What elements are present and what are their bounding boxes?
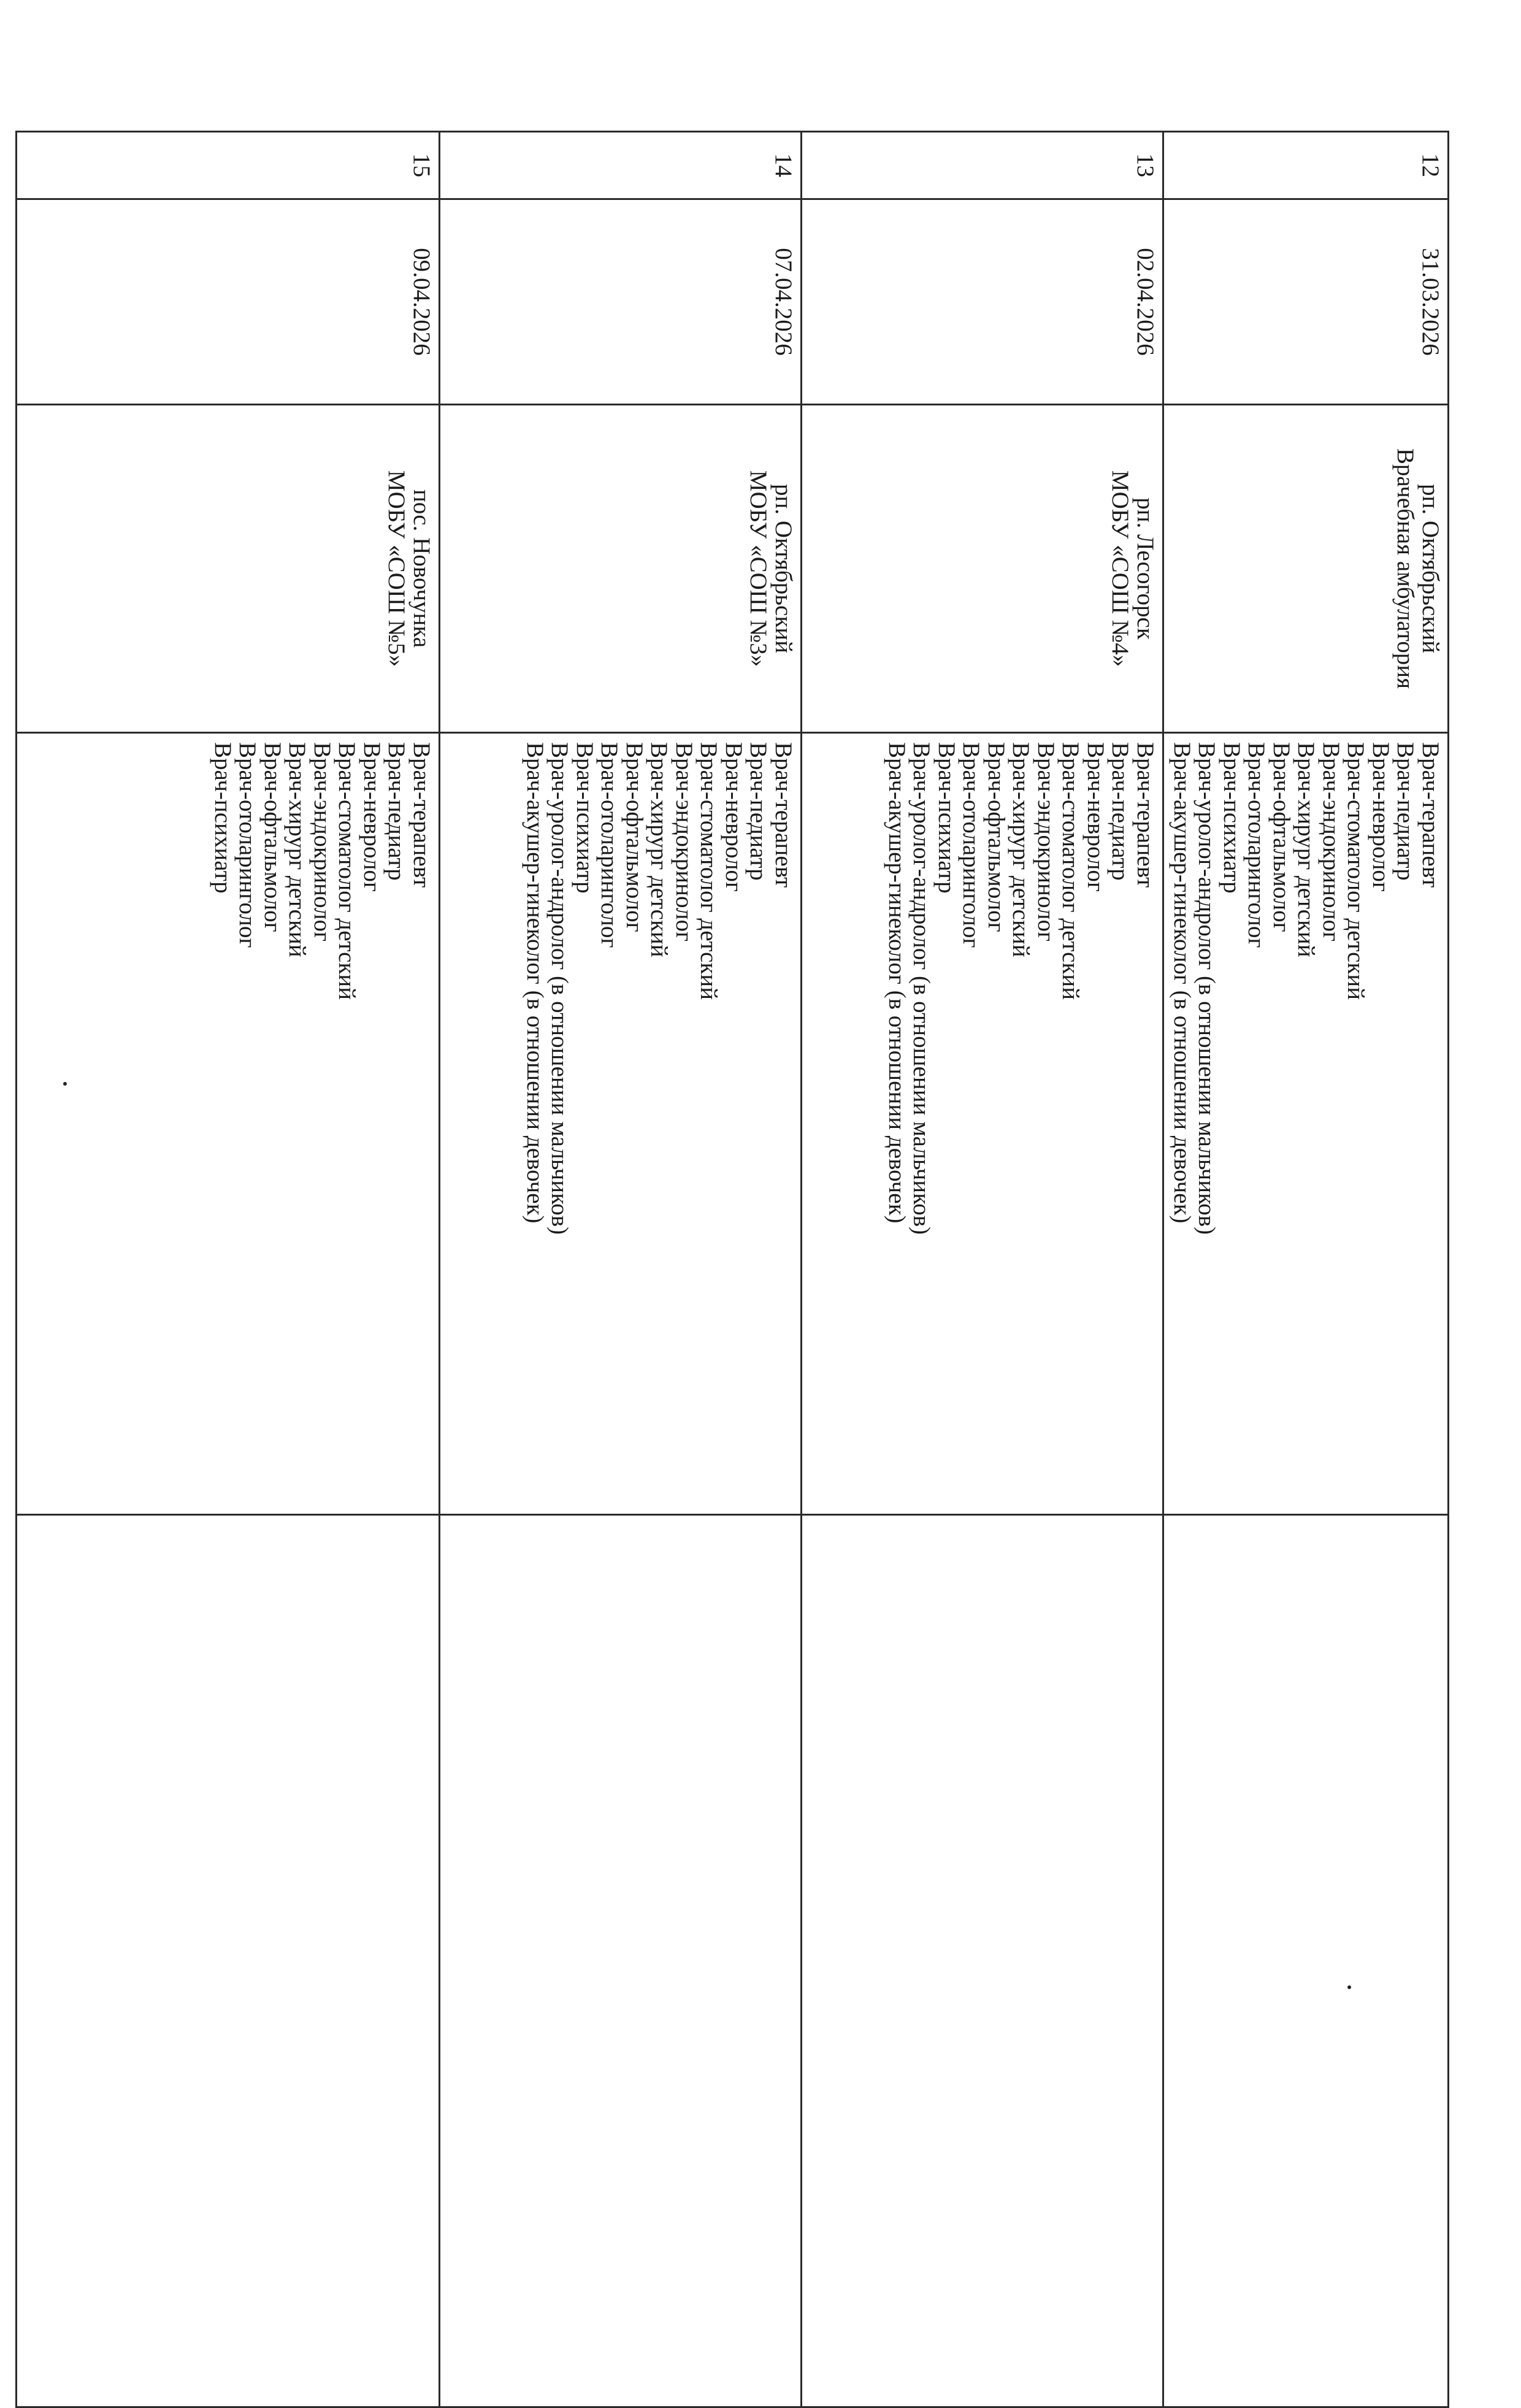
schedule-table-body (16, 132, 1448, 2407)
specialist-item: Врач-офтальмолог (621, 742, 648, 932)
specialist-item: Врач-стоматолог детский (1057, 742, 1084, 1000)
specialist-item: Врач-педиатр (1107, 742, 1134, 881)
place-cell (16, 405, 439, 733)
specialist-item: Врач-терапевт (1132, 742, 1159, 888)
specialist-item: Врач-эндокринолог (670, 742, 697, 941)
specialist-item: Врач-отоларинголог (234, 742, 261, 948)
specialist-item: Врач-акушер-гинеколог (в отношении девочек) (521, 742, 548, 1224)
specialist-item: Врач-педиатр (745, 742, 772, 881)
scan-speck (1347, 1985, 1351, 1989)
specialists-cell (1163, 733, 1448, 1515)
specialist-item: Врач-хирург детский (1293, 742, 1320, 957)
specialist-item: Врач-терапевт (408, 742, 435, 888)
specialist-item: Врач-стоматолог детский (334, 742, 361, 1000)
place-institution: Врачебная амбулатория (1392, 448, 1419, 689)
row-number-cell: 13 (801, 132, 1163, 199)
specialist-item: Врач-терапевт (770, 742, 797, 888)
specialist-item: Врач-педиатр (383, 742, 410, 881)
specialist-item: Врач-психиатр (571, 742, 598, 894)
table-row (439, 132, 801, 2407)
specialist-item: Врач-уролог-андролог (в отношении мальчиков) (1193, 742, 1220, 1235)
rotated-page-content (75, 131, 1449, 2406)
date-cell: 31.03.2026 (1163, 199, 1448, 405)
specialist-item: Врач-отоларинголог (958, 742, 985, 948)
specialist-item: Врач-хирург детский (646, 742, 673, 957)
specialist-item: Врач-психиатр (209, 742, 236, 894)
row-number-cell: 14 (439, 132, 801, 199)
specialist-item: Врач-отоларинголог (596, 742, 623, 948)
place-cell (1163, 405, 1448, 733)
table-row (16, 132, 439, 2407)
specialist-item: Врач-эндокринолог (308, 742, 335, 941)
specialist-item: Врач-офтальмолог (983, 742, 1010, 932)
specialists-cell (801, 733, 1163, 1515)
specialist-item: Врач-хирург детский (284, 742, 311, 957)
specialist-item: Врач-эндокринолог (1317, 742, 1344, 941)
place-cell (801, 405, 1163, 733)
date-cell: 02.04.2026 (801, 199, 1163, 405)
specialist-item: Врач-офтальмолог (259, 742, 286, 932)
table-row (801, 132, 1163, 2407)
specialist-item: Врач-психиатр (933, 742, 960, 894)
specialist-item: Врач-хирург детский (1008, 742, 1035, 957)
place-institution: МОБУ «СОШ №3» (745, 470, 772, 667)
specialist-item: Врач-невролог (720, 742, 747, 892)
scan-speck (63, 1082, 67, 1086)
place-settlement: рп. Октябрьский (1417, 483, 1444, 654)
empty-cell (1163, 1515, 1448, 2407)
specialist-item: Врач-невролог (358, 742, 385, 892)
specialist-item: Врач-офтальмолог (1268, 742, 1295, 932)
place-cell (439, 405, 801, 733)
specialist-item: Врач-педиатр (1392, 742, 1419, 881)
specialists-cell (16, 733, 439, 1515)
specialist-item: Врач-психиатр (1218, 742, 1245, 894)
date-cell: 07.04.2026 (439, 199, 801, 405)
examination-schedule-table (15, 131, 1449, 2408)
specialist-item: Врач-стоматолог детский (695, 742, 722, 1000)
specialist-item: Врач-эндокринолог (1032, 742, 1059, 941)
specialist-item: Врач-акушер-гинеколог (в отношении девочек) (883, 742, 910, 1224)
place-institution: МОБУ «СОШ №4» (1107, 470, 1134, 667)
specialist-item: Врач-уролог-андролог (в отношении мальчиков) (546, 742, 573, 1235)
row-number-cell: 12 (1163, 132, 1448, 199)
empty-cell (801, 1515, 1163, 2407)
empty-cell (439, 1515, 801, 2407)
specialist-item: Врач-уролог-андролог (в отношении мальчиков) (908, 742, 935, 1235)
specialist-item: Врач-отоларинголог (1243, 742, 1270, 948)
specialists-cell (439, 733, 801, 1515)
place-institution: МОБУ «СОШ №5» (383, 470, 410, 667)
date-cell: 09.04.2026 (16, 199, 439, 405)
table-row (1163, 132, 1448, 2407)
specialist-item: Врач-стоматолог детский (1343, 742, 1370, 1000)
row-number-cell: 15 (16, 132, 439, 199)
place-settlement: пос. Новочунка (408, 489, 435, 648)
empty-cell (16, 1515, 439, 2407)
place-settlement: рп. Лесогорск (1132, 497, 1159, 640)
specialist-item: Врач-терапевт (1417, 742, 1444, 888)
specialist-item: Врач-невролог (1082, 742, 1109, 892)
place-settlement: рп. Октябрьский (770, 483, 797, 654)
specialist-item: Врач-невролог (1367, 742, 1394, 892)
specialist-item: Врач-акушер-гинеколог (в отношении девочек) (1168, 742, 1195, 1224)
